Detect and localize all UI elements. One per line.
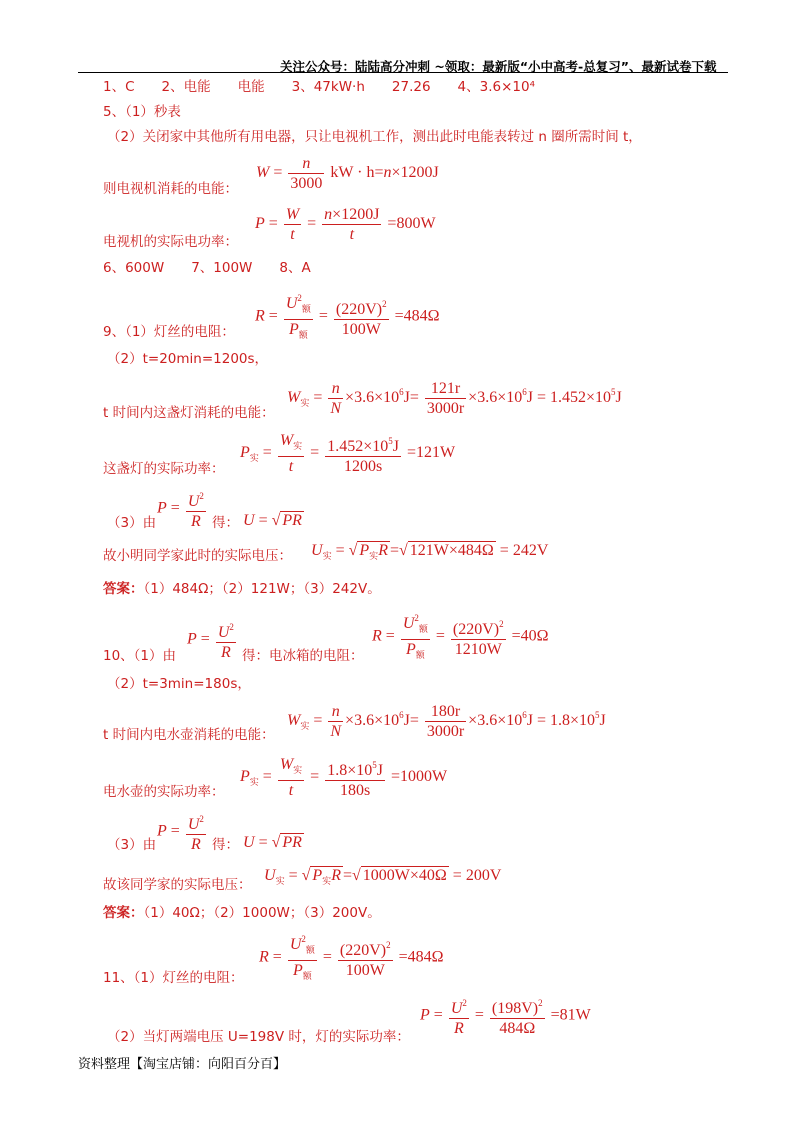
page-footer: 资料整理【淘宝店铺：向阳百分百】 bbox=[78, 1057, 287, 1072]
answer-11-1: 11、（1）灯丝的电阻： bbox=[103, 970, 244, 986]
answer-9-voltage-label: 故小明同学家此时的实际电压： bbox=[103, 548, 292, 564]
answer-5-energy-label: 则电视机消耗的电能： bbox=[103, 181, 238, 197]
answer-9-2: （2）t=20min=1200s， bbox=[107, 351, 269, 367]
header-rule bbox=[78, 72, 728, 73]
answer-9-3: （3）由 bbox=[107, 515, 157, 531]
answer-10-3-de: 得： bbox=[212, 837, 239, 853]
answer-5-1: 5、（1）秒表 bbox=[103, 104, 181, 120]
formula-u10: U = √ PR bbox=[243, 834, 302, 851]
formula-p11: P = $\frac{U^2}{R}$ = $\frac{(198V)^2}{484\Omega}$ =81W bbox=[420, 994, 591, 1038]
page-header: 关注公众号：陆陆高分冲刺 ~领取：最新版“小中高考-总复习”、最新试卷下载 bbox=[280, 59, 717, 74]
answer-10-summary bbox=[103, 904, 381, 922]
formula-u9-result: $U_实$ = √ $P_实R$ =√ 121W×484Ω = 242V bbox=[311, 542, 549, 561]
answer-9-power-label: 这盏灯的实际功率： bbox=[103, 461, 225, 477]
answer-9-values: （1）484Ω；（2）121W；（3）242V。 bbox=[143, 581, 381, 597]
answer-9-energy-label: t 时间内这盏灯消耗的电能： bbox=[103, 405, 275, 421]
formula-pu10: P = $\frac{U^2}{R}$ bbox=[187, 618, 238, 662]
formula-r10: R = $\frac{U^2_额}{P_额}$ = $\frac{(220V)^2}{1210W}$ =40Ω bbox=[372, 609, 549, 665]
answer-9-1: 9、（1）灯丝的电阻： bbox=[103, 324, 235, 340]
formula-w1: W = $\frac{n}{3000}$ kW · h=n×1200J bbox=[256, 155, 439, 192]
formula-w9: $W_实$ = $\frac{n}{N}$ $\times 3.6\times 10^6J=$ $\frac{121r}{3000r}$ $\times 3.6\times 10^6J = 1.452\times 10^5J$ bbox=[287, 380, 622, 417]
answer-10-1-resistance: 得：电冰箱的电阻： bbox=[242, 648, 364, 664]
formula-p1: P = $\frac{W}{t}$ = $\frac{n\times 1200J}{t}$ =800W bbox=[255, 206, 436, 243]
answer-line-6-8: 6、600W 7、100W 8、A bbox=[103, 260, 311, 276]
answer-10-values: （1）40Ω；（2）1000W；（3）200V。 bbox=[143, 905, 381, 921]
answer-9-3-de: 得： bbox=[212, 515, 239, 531]
answer-10-2: （2）t=3min=180s， bbox=[107, 676, 251, 692]
answer-5-2: （2）关闭家中其他所有用电器，只让电视机工作，测出此时电能表转过 n 圈所需时间 t， bbox=[107, 129, 642, 145]
answer-10-voltage-label: 故该同学家的实际电压： bbox=[103, 877, 252, 893]
answer-9-summary bbox=[103, 580, 381, 598]
answer-5-power-label: 电视机的实际电功率： bbox=[103, 234, 238, 250]
formula-p10: $P_实$ = $\frac{W_实}{t}$ = $\frac{1.8\times 10^5J}{180s}$ =1000W bbox=[240, 756, 448, 799]
formula-p9: $P_实$ = $\frac{W_实}{t}$ = $\frac{1.452\times 10^5J}{1200s}$ =121W bbox=[240, 432, 456, 475]
formula-w10: $W_实$ = $\frac{n}{N}$ $\times 3.6\times 10^6J=$ $\frac{180r}{3000r}$ $\times 3.6\times 10^6J = 1.8\times 10^5J$ bbox=[287, 703, 606, 740]
formula-u9: U = √ PR bbox=[243, 512, 302, 529]
formula-pu10b: P = $\frac{U^2}{R}$ bbox=[157, 810, 208, 854]
formula-r9: R = $\frac{U^2_额}{P_额}$ = $\frac{(220V)^2}{100W}$ =484Ω bbox=[255, 289, 440, 345]
formula-r11: R = $\frac{U^2_额}{P_额}$ = $\frac{(220V)^2}{100W}$ =484Ω bbox=[259, 930, 444, 986]
answer-10-energy-label: t 时间内电水壶消耗的电能： bbox=[103, 727, 275, 743]
formula-u10-result: $U_实$ = √ $P_实R$ =√ 1000W×40Ω = 200V bbox=[264, 867, 502, 886]
answer-line-1-4: 1、C 2、电能 电能 3、47kW·h 27.26 4、3.6×10⁴ bbox=[103, 79, 535, 95]
answer-label: 答案： bbox=[103, 905, 144, 921]
answer-label: 答案： bbox=[103, 581, 144, 597]
answer-10-3: （3）由 bbox=[107, 837, 157, 853]
formula-pu9: P = $\frac{U^2}{R}$ bbox=[157, 487, 208, 531]
answer-10-1: 10、（1）由 bbox=[103, 648, 177, 664]
answer-11-2: （2）当灯两端电压 U=198V 时，灯的实际功率： bbox=[107, 1029, 410, 1045]
answer-10-power-label: 电水壶的实际功率： bbox=[103, 784, 225, 800]
